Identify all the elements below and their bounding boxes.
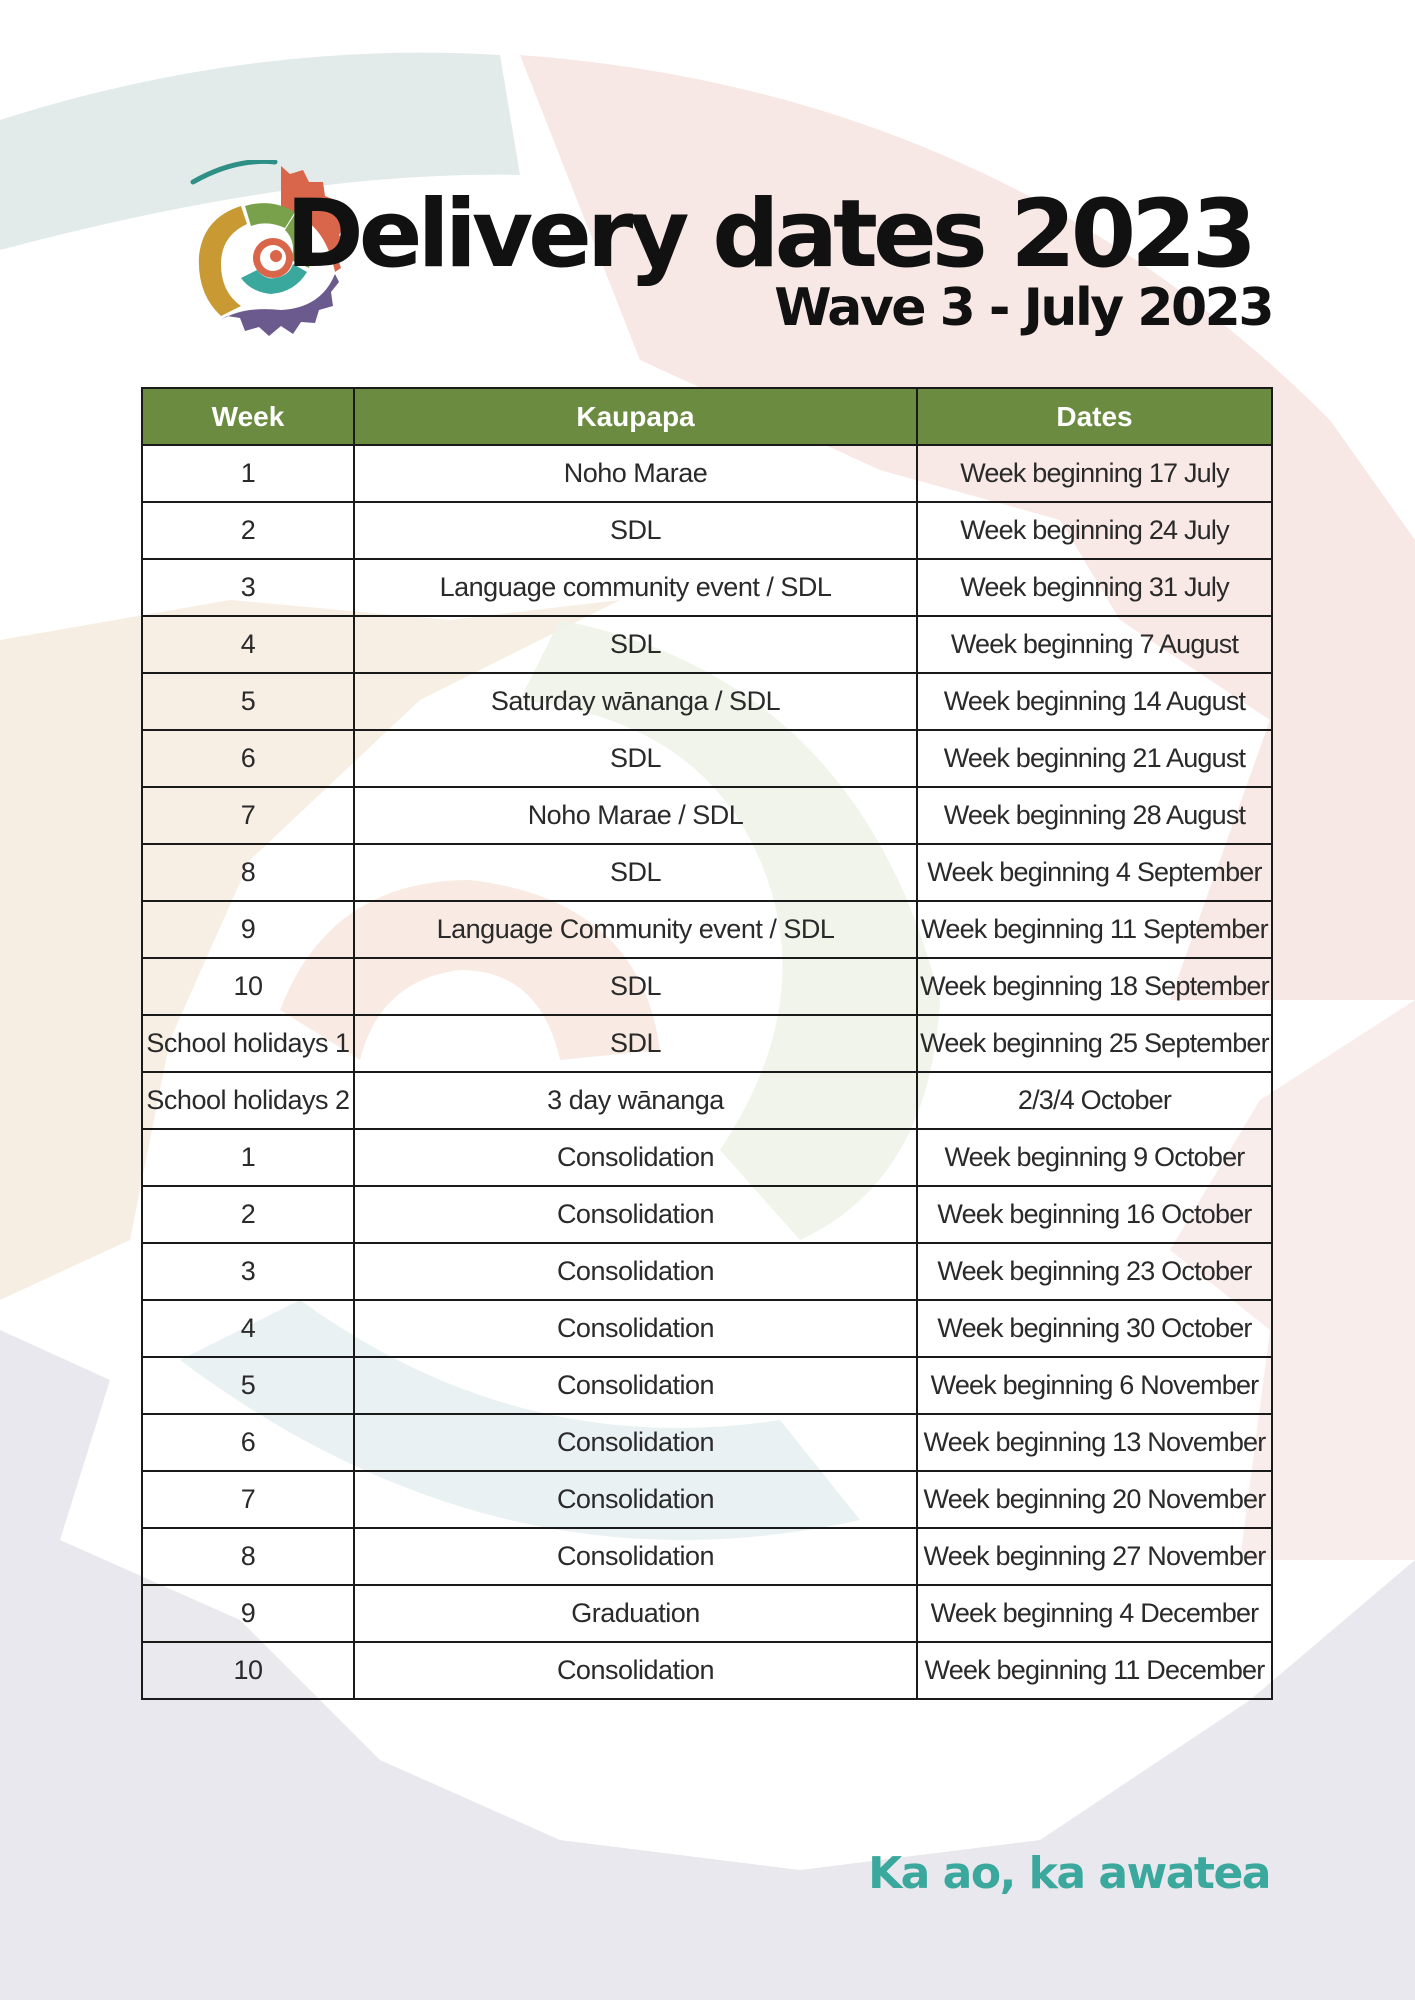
week-cell: 9 xyxy=(142,901,354,958)
column-header-dates: Dates xyxy=(917,388,1272,445)
dates-cell: Week beginning 27 November xyxy=(917,1528,1272,1585)
week-cell: 10 xyxy=(142,1642,354,1699)
dates-cell: Week beginning 6 November xyxy=(917,1357,1272,1414)
table-row xyxy=(142,1528,1272,1585)
kaupapa-cell: Consolidation xyxy=(354,1642,917,1699)
week-cell: 8 xyxy=(142,844,354,901)
table-row xyxy=(142,1243,1272,1300)
table-row xyxy=(142,1585,1272,1642)
week-cell: 6 xyxy=(142,1414,354,1471)
table-row xyxy=(142,901,1272,958)
table-row xyxy=(142,958,1272,1015)
week-cell: 7 xyxy=(142,787,354,844)
kaupapa-cell: SDL xyxy=(354,844,917,901)
week-cell: 2 xyxy=(142,502,354,559)
kaupapa-cell: Consolidation xyxy=(354,1528,917,1585)
table-row xyxy=(142,1357,1272,1414)
week-cell: 5 xyxy=(142,673,354,730)
kaupapa-cell: Graduation xyxy=(354,1585,917,1642)
dates-cell: Week beginning 4 December xyxy=(917,1585,1272,1642)
week-cell: 4 xyxy=(142,1300,354,1357)
column-header-kaupapa: Kaupapa xyxy=(354,388,917,445)
page-title: Delivery dates 2023 xyxy=(285,180,1252,289)
kaupapa-cell: Language Community event / SDL xyxy=(354,901,917,958)
table-row xyxy=(142,616,1272,673)
table-row xyxy=(142,445,1272,502)
dates-cell: Week beginning 13 November xyxy=(917,1414,1272,1471)
kaupapa-cell: SDL xyxy=(354,730,917,787)
table-row xyxy=(142,1186,1272,1243)
table-row xyxy=(142,730,1272,787)
table-row xyxy=(142,844,1272,901)
table-row xyxy=(142,1471,1272,1528)
dates-cell: Week beginning 16 October xyxy=(917,1186,1272,1243)
dates-cell: Week beginning 21 August xyxy=(917,730,1272,787)
kaupapa-cell: SDL xyxy=(354,616,917,673)
kaupapa-cell: Consolidation xyxy=(354,1414,917,1471)
dates-cell: Week beginning 14 August xyxy=(917,673,1272,730)
kaupapa-cell: SDL xyxy=(354,1015,917,1072)
week-cell: 5 xyxy=(142,1357,354,1414)
kaupapa-cell: Saturday wānanga / SDL xyxy=(354,673,917,730)
table-row xyxy=(142,559,1272,616)
table-header-row xyxy=(142,388,1272,445)
week-cell: 8 xyxy=(142,1528,354,1585)
kaupapa-cell: Noho Marae xyxy=(354,445,917,502)
week-cell: School holidays 1 xyxy=(142,1015,354,1072)
footer-tagline: Ka ao, ka awatea xyxy=(868,1848,1270,1899)
week-cell: 3 xyxy=(142,559,354,616)
table-row xyxy=(142,502,1272,559)
kaupapa-cell: 3 day wānanga xyxy=(354,1072,917,1129)
week-cell: 9 xyxy=(142,1585,354,1642)
dates-cell: Week beginning 4 September xyxy=(917,844,1272,901)
column-header-week: Week xyxy=(142,388,354,445)
week-cell: 6 xyxy=(142,730,354,787)
dates-cell: Week beginning 20 November xyxy=(917,1471,1272,1528)
dates-cell: Week beginning 31 July xyxy=(917,559,1272,616)
dates-cell: 2/3/4 October xyxy=(917,1072,1272,1129)
delivery-dates-table xyxy=(141,387,1273,1700)
page-subtitle: Wave 3 - July 2023 xyxy=(774,278,1272,338)
dates-cell: Week beginning 17 July xyxy=(917,445,1272,502)
week-cell: School holidays 2 xyxy=(142,1072,354,1129)
dates-cell: Week beginning 9 October xyxy=(917,1129,1272,1186)
week-cell: 4 xyxy=(142,616,354,673)
week-cell: 1 xyxy=(142,445,354,502)
kaupapa-cell: Consolidation xyxy=(354,1300,917,1357)
kaupapa-cell: Consolidation xyxy=(354,1186,917,1243)
dates-cell: Week beginning 25 September xyxy=(917,1015,1272,1072)
table-row xyxy=(142,1642,1272,1699)
table-row xyxy=(142,1300,1272,1357)
table-row xyxy=(142,1015,1272,1072)
kaupapa-cell: Consolidation xyxy=(354,1357,917,1414)
dates-cell: Week beginning 11 December xyxy=(917,1642,1272,1699)
table-row xyxy=(142,787,1272,844)
week-cell: 2 xyxy=(142,1186,354,1243)
dates-cell: Week beginning 7 August xyxy=(917,616,1272,673)
table-row xyxy=(142,673,1272,730)
week-cell: 10 xyxy=(142,958,354,1015)
table-row xyxy=(142,1129,1272,1186)
dates-cell: Week beginning 18 September xyxy=(917,958,1272,1015)
table-row xyxy=(142,1414,1272,1471)
kaupapa-cell: SDL xyxy=(354,958,917,1015)
dates-cell: Week beginning 24 July xyxy=(917,502,1272,559)
kaupapa-cell: Consolidation xyxy=(354,1243,917,1300)
kaupapa-cell: SDL xyxy=(354,502,917,559)
kaupapa-cell: Language community event / SDL xyxy=(354,559,917,616)
kaupapa-cell: Consolidation xyxy=(354,1471,917,1528)
dates-cell: Week beginning 23 October xyxy=(917,1243,1272,1300)
week-cell: 3 xyxy=(142,1243,354,1300)
dates-cell: Week beginning 28 August xyxy=(917,787,1272,844)
dates-cell: Week beginning 30 October xyxy=(917,1300,1272,1357)
week-cell: 1 xyxy=(142,1129,354,1186)
kaupapa-cell: Consolidation xyxy=(354,1129,917,1186)
dates-cell: Week beginning 11 September xyxy=(917,901,1272,958)
table-row xyxy=(142,1072,1272,1129)
kaupapa-cell: Noho Marae / SDL xyxy=(354,787,917,844)
week-cell: 7 xyxy=(142,1471,354,1528)
